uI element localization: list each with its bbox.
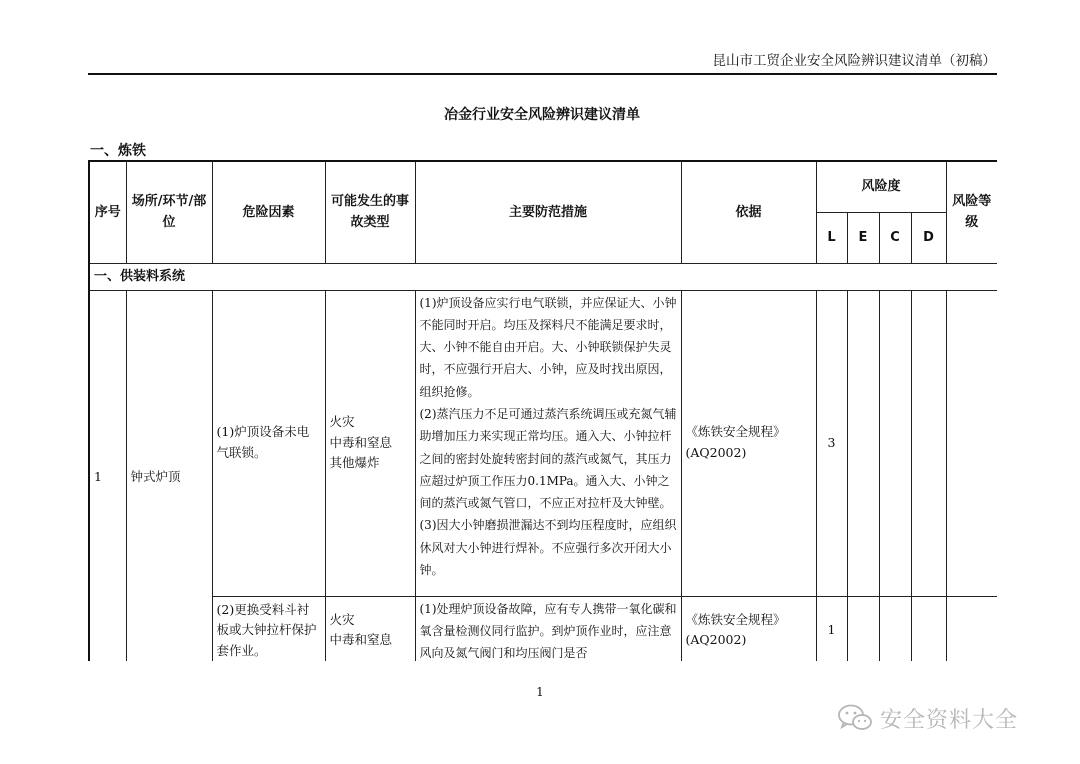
watermark-text: 安全资料大全 [880,707,1019,733]
row-D [911,290,946,596]
row-hazard: (1)炉顶设备未电气联锁。 [212,290,325,596]
row-measures: (1)炉顶设备应实行电气联锁，并应保证大、小钟不能同时开启。均压及探料尺不能满足要求时，大、小钟不能自由开启。大、小钟联锁保护失灵时，不应强行开启大、小钟，应及时找出原因，组织抢修。 (2)蒸汽压力不足可通过蒸汽系统调压或充氮气辅助增加压力来实现正常均压。通入大、小钟拉杆之间的密封处旋转密封间的蒸汽或氮气，其压力应超过炉顶工作压力0.1MPa。通入大、小钟之间的蒸汽或氮气管口，不应正对拉杆及大钟壁。 (3)因大小钟磨损泄漏达不到均压程度时，应组织休风对大小钟进行焊补。不应强行多次开闭大小钟。 [415,290,681,596]
row-L: 1 [816,596,847,661]
row-location: 钟式炉顶 [126,290,212,661]
row-C [879,290,911,596]
header-risk-degree: 风险度 [816,161,946,212]
row-hazard: (2)更换受料斗衬板或大钟拉杆保护套作业。 [212,596,325,661]
row-C [879,596,911,661]
row-measures: (1)处理炉顶设备故障，应有专人携带一氧化碳和氧含量检测仪同行监护。到炉顶作业时，应注意风向及氮气阀门和均压阀门是否 [415,596,681,661]
document-title: 冶金行业安全风险辨识建议清单 [444,107,640,123]
wechat-logo-icon [836,703,874,733]
risk-table [88,160,997,661]
watermark [836,700,1018,736]
row-risk-level [946,290,997,596]
page-header: 昆山市工贸企业安全风险辨识建议清单（初稿） [712,53,996,69]
header-location: 场所/环节/部位 [126,161,212,263]
header-hazard: 危险因素 [212,161,325,263]
header-measures: 主要防范措施 [415,161,681,263]
row-seq: 1 [89,290,126,661]
page-number: 1 [536,685,544,699]
header-accident-type: 可能发生的事故类型 [325,161,415,263]
header-D: D [911,212,946,263]
header-rule [88,73,997,75]
row-E [847,596,879,661]
row-D [911,596,946,661]
header-C: C [879,212,911,263]
header-E: E [847,212,879,263]
row-accident-type: 火灾 中毒和窒息 其他爆炸 [325,290,415,596]
row-risk-level [946,596,997,661]
row-basis: 《炼铁安全规程》(AQ2002) [681,290,816,596]
risk-table-container [88,160,997,661]
header-seq: 序号 [89,161,126,263]
header-basis: 依据 [681,161,816,263]
subsection-row: 一、供装料系统 [89,263,997,290]
row-accident-type: 火灾 中毒和窒息 [325,596,415,661]
row-E [847,290,879,596]
row-basis: 《炼铁安全规程》(AQ2002) [681,596,816,661]
row-L: 3 [816,290,847,596]
header-L: L [816,212,847,263]
header-risk-level: 风险等级 [946,161,997,263]
section-heading: 一、炼铁 [90,143,146,159]
